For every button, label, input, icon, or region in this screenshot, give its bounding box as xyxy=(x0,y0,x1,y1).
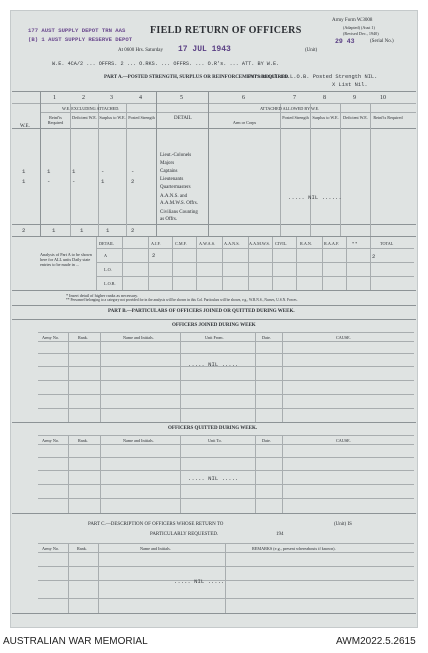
quitted-row-rule-1 xyxy=(38,457,414,458)
part-c-row-rule-1 xyxy=(38,566,414,567)
hdr-r-deficient: Deficient W.E. xyxy=(343,115,368,120)
quitted-hdr-cause: CAUSE. xyxy=(336,438,351,443)
total-posted: 2 xyxy=(131,227,135,234)
analysis-hdr-aamws: A.A.M.W.S. xyxy=(249,241,270,246)
we-line: W.E. 4CA/2 ... OFFRS. 2 ... O.RKS. ... OFFRS. ... O.R's. ... ATT. BY W.E. xyxy=(52,61,280,67)
row1-reinf: 1 xyxy=(47,168,51,175)
part-c-hdr-rank: Rank. xyxy=(77,546,87,551)
col-rule-8 xyxy=(310,104,311,236)
total-surplus: 1 xyxy=(106,227,110,234)
analysis-hdr-civil: CIVIL. xyxy=(275,241,288,246)
quitted-nil: ..... NIL ..... xyxy=(188,475,239,482)
part-c-hdr-armyno: Army No. xyxy=(42,546,59,551)
col-rule-4 xyxy=(126,104,127,236)
at-line-prefix: At 0600 Hrs. Saturday xyxy=(118,48,163,53)
analysis-col-2 xyxy=(148,237,149,290)
x-list-line: X List Nil. xyxy=(332,82,368,88)
hdr-r-reinf: Reinf'ts Required xyxy=(373,115,403,120)
joined-nil: ..... NIL ..... xyxy=(188,361,239,368)
analysis-col-8 xyxy=(296,237,297,290)
col-num-2: 2 xyxy=(82,95,85,101)
analysis-col-4 xyxy=(196,237,197,290)
col-num-6: 6 xyxy=(242,95,245,101)
army-form-line3: (Revised Dec., 1940) xyxy=(343,31,379,36)
hdr-surplus: Surplus to W.E. xyxy=(99,115,126,120)
detail-label: DETAIL xyxy=(174,116,192,121)
analysis-col-0 xyxy=(96,237,97,290)
col-rule-1 xyxy=(40,92,41,236)
serial-label: (Serial No.) xyxy=(370,39,394,44)
analysis-total-value: 2 xyxy=(372,253,376,260)
footer-accession: AWM2022.5.2615 xyxy=(336,636,416,647)
quitted-header-top xyxy=(38,435,414,436)
hdr-arm-corps: Arm or Corps xyxy=(232,120,257,125)
joined-row-rule-1 xyxy=(38,353,414,354)
col-num-4: 4 xyxy=(139,95,142,101)
part-c-bottom-rule xyxy=(12,613,416,614)
row1-posted: - xyxy=(131,168,135,175)
total-bottom-rule xyxy=(12,236,416,237)
rank-quartermasters: Quartermasters xyxy=(160,185,191,190)
footnote-2: ** Personnel belonging to a category not provided for in the analysis will be shown in this Col. Particulars will be shown, e.g., W.R.N.S., Nurses, U.S.N. Forces. xyxy=(66,298,298,302)
hdr-r-posted: Posted Strength xyxy=(282,115,309,120)
row2-we: 1 xyxy=(22,178,26,185)
footer-institution: AUSTRALIAN WAR MEMORIAL xyxy=(3,636,148,647)
analysis-row-a: A xyxy=(104,253,108,258)
header-bottom-rule xyxy=(12,128,416,129)
analysis-hdr-ran: R.A.N. xyxy=(300,241,312,246)
part-c-title: PART C.—DESCRIPTION OF OFFICERS WHOSE RETURN TO xyxy=(88,522,224,527)
attached-allowed-label: ATTACHED ALLOWED BY W.E. xyxy=(260,106,320,111)
personnel-line: Personnel on L.O.B. Posted Strength NIL. xyxy=(248,74,378,80)
rank-lt-col: Lieut.-Colonels xyxy=(160,153,192,158)
quitted-col-3 xyxy=(180,435,181,513)
unit-label: (Unit) xyxy=(305,48,318,53)
row2-reinf: - xyxy=(47,178,51,185)
hdr-reinf-required: Reinf'ts Required xyxy=(47,115,64,125)
analysis-hdr-cmf: C.M.F. xyxy=(175,241,187,246)
row1-surplus: - xyxy=(101,168,105,175)
rank-aamws: A.A.M.W.S. Offrs. xyxy=(160,201,198,206)
analysis-col-7 xyxy=(272,237,273,290)
part-a-top-rule xyxy=(12,91,416,92)
analysis-col-3 xyxy=(172,237,173,290)
part-c-hdr-name: Name and Initials. xyxy=(140,546,171,551)
quitted-row-rule-3 xyxy=(38,484,414,485)
joined-row-rule-3 xyxy=(38,380,414,381)
quitted-col-5 xyxy=(282,435,283,513)
army-form-line1: Army Form W.3008 xyxy=(332,18,373,23)
analysis-hdr-raaf: R.A.A.F. xyxy=(324,241,340,246)
analysis-row-lob: L.O.B. xyxy=(104,281,116,286)
part-b-title: PART B.—PARTICULARS OF OFFICERS JOINED OR QUITTED DURING WEEK. xyxy=(108,309,295,314)
analysis-hdr-aans: A.A.N.S. xyxy=(224,241,240,246)
joined-hdr-unit-from: Unit From. xyxy=(205,335,224,340)
footnote-1: * Insert detail of higher ranks as necessary. xyxy=(66,293,139,298)
quitted-hdr-date: Date. xyxy=(262,438,271,443)
hdr-posted-strength: Posted Strength xyxy=(128,115,155,120)
analysis-hdr-aif: A.I.F. xyxy=(151,241,161,246)
row2-deficient: - xyxy=(72,178,76,185)
joined-bottom-rule xyxy=(12,422,416,423)
numbers-rule xyxy=(12,103,416,104)
part-c-unit: (Unit) IS xyxy=(334,522,352,527)
quitted-hdr-unit-to: Unit To. xyxy=(208,438,222,443)
body-bottom-rule xyxy=(12,224,416,225)
analysis-header-rule xyxy=(96,248,414,249)
col-rule-7 xyxy=(280,104,281,236)
unit-stamp-line2: (B) 1 AUST SUPPLY RESERVE DEPOT xyxy=(28,36,133,43)
quitted-col-1 xyxy=(68,435,69,513)
joined-header-bottom xyxy=(38,341,414,342)
part-c-line2: PARTICULARLY REQUESTED. xyxy=(150,532,219,537)
serial-value: 29 43 xyxy=(335,38,355,45)
part-a-title: PART A.—POSTED STRENGTH, SURPLUS OR REINFORCEMENTS REQUIRED. xyxy=(104,75,290,80)
analysis-aif-value: 2 xyxy=(152,252,156,259)
analysis-col-11 xyxy=(370,237,371,290)
rank-lieutenants: Lieutenants xyxy=(160,177,184,182)
quitted-title: OFFICERS QUITTED DURING WEEK. xyxy=(168,426,258,431)
analysis-col-10 xyxy=(346,237,347,290)
part-c-col-2 xyxy=(98,543,99,613)
analysis-row-lo: L.O. xyxy=(104,267,112,272)
analysis-label: Analysis of Part A to be shown here for ALL units Daily state entries to be made in ... xyxy=(40,252,92,267)
analysis-hdr-total: TOTAL xyxy=(380,241,394,246)
joined-header-top xyxy=(38,332,414,333)
return-date: 17 JUL 1943 xyxy=(178,45,231,54)
part-c-header-top xyxy=(38,543,414,544)
analysis-col-5 xyxy=(222,237,223,290)
row2-posted: 2 xyxy=(131,178,135,185)
analysis-bottom-rule xyxy=(12,290,416,291)
total-deficient: 1 xyxy=(80,227,84,234)
col-num-3: 3 xyxy=(110,95,113,101)
part-c-row-rule-3 xyxy=(38,598,414,599)
quitted-hdr-armyno: Army No. xyxy=(42,438,59,443)
col-num-1: 1 xyxy=(53,95,56,101)
quitted-bottom-rule xyxy=(12,513,416,514)
row1-we: 1 xyxy=(22,168,26,175)
quitted-hdr-name: Name and Initials. xyxy=(123,438,154,443)
part-b-rule xyxy=(12,319,416,320)
hdr-deficient: Deficient W.E. xyxy=(72,115,97,120)
part-c-header-bottom xyxy=(38,552,414,553)
analysis-hdr-awas: A.W.A.S. xyxy=(199,241,216,246)
rank-majors: Majors xyxy=(160,161,175,166)
part-c-date: 194 xyxy=(276,532,284,537)
joined-hdr-rank: Rank. xyxy=(78,335,88,340)
joined-title: OFFICERS JOINED DURING WEEK xyxy=(172,323,256,328)
analysis-col-9 xyxy=(322,237,323,290)
col-rule-6 xyxy=(208,92,209,236)
analysis-hdr-other: * * xyxy=(352,241,358,246)
part-c-col-3 xyxy=(225,543,226,613)
col-rule-2 xyxy=(70,104,71,236)
army-form-line2: (Adapted) (Aust 1) xyxy=(343,25,375,30)
joined-hdr-name: Name and Initials. xyxy=(123,335,154,340)
col-num-5: 5 xyxy=(180,95,183,101)
quitted-row-rule-4 xyxy=(38,498,414,499)
rank-aans: A.A.N.S. and xyxy=(160,194,188,199)
part-c-col-1 xyxy=(68,543,69,613)
col-rule-10 xyxy=(370,104,371,236)
col-rule-9 xyxy=(340,104,341,236)
row2-surplus: 1 xyxy=(101,178,105,185)
unit-stamp-line1: 177 AUST SUPPLY DEPOT TRN AAS xyxy=(28,27,126,34)
col-num-7: 7 xyxy=(293,95,296,101)
analysis-col-1 xyxy=(122,237,123,290)
rank-civilians: Civilians Counting xyxy=(160,210,198,215)
row1-deficient: 1 xyxy=(72,168,76,175)
col-rule-5 xyxy=(156,92,157,236)
part-c-hdr-remarks: REMARKS (e.g., present whereabouts if known). xyxy=(252,546,336,551)
quitted-row-rule-2 xyxy=(38,470,414,471)
part-c-nil: ..... NIL ..... xyxy=(174,578,225,585)
joined-row-rule-4 xyxy=(38,394,414,395)
rank-civilians-2: as Offrs. xyxy=(160,217,178,222)
quitted-header-bottom xyxy=(38,444,414,445)
col-num-9: 9 xyxy=(353,95,356,101)
part-a-end-rule xyxy=(12,305,416,306)
header-split-rule xyxy=(40,112,416,113)
joined-hdr-date: Date. xyxy=(262,335,271,340)
we-excluding-label: W.E. EXCLUDING ATTACHED. xyxy=(62,106,120,111)
form-title: FIELD RETURN OF OFFICERS xyxy=(150,25,302,36)
col-num-8: 8 xyxy=(323,95,326,101)
hdr-r-surplus: Surplus to W.E. xyxy=(312,115,339,120)
rank-captains: Captains xyxy=(160,169,178,174)
part-c-row-rule-2 xyxy=(38,580,414,581)
quitted-col-2 xyxy=(100,435,101,513)
analysis-row2-rule xyxy=(96,276,414,277)
col-num-10: 10 xyxy=(380,95,386,101)
total-reinf: 1 xyxy=(52,227,56,234)
joined-row-rule-5 xyxy=(38,408,414,409)
analysis-row1-rule xyxy=(96,262,414,263)
quitted-hdr-rank: Rank. xyxy=(78,438,88,443)
we-row-label: W.E. xyxy=(20,124,30,129)
attached-nil: ..... NIL ...... xyxy=(288,194,342,201)
total-we: 2 xyxy=(22,227,26,234)
col-rule-3 xyxy=(98,104,99,236)
joined-hdr-armyno: Army No. xyxy=(42,335,59,340)
quitted-col-4 xyxy=(255,435,256,513)
joined-hdr-cause: CAUSE. xyxy=(336,335,351,340)
analysis-hdr-detail: DETAIL xyxy=(99,241,114,246)
